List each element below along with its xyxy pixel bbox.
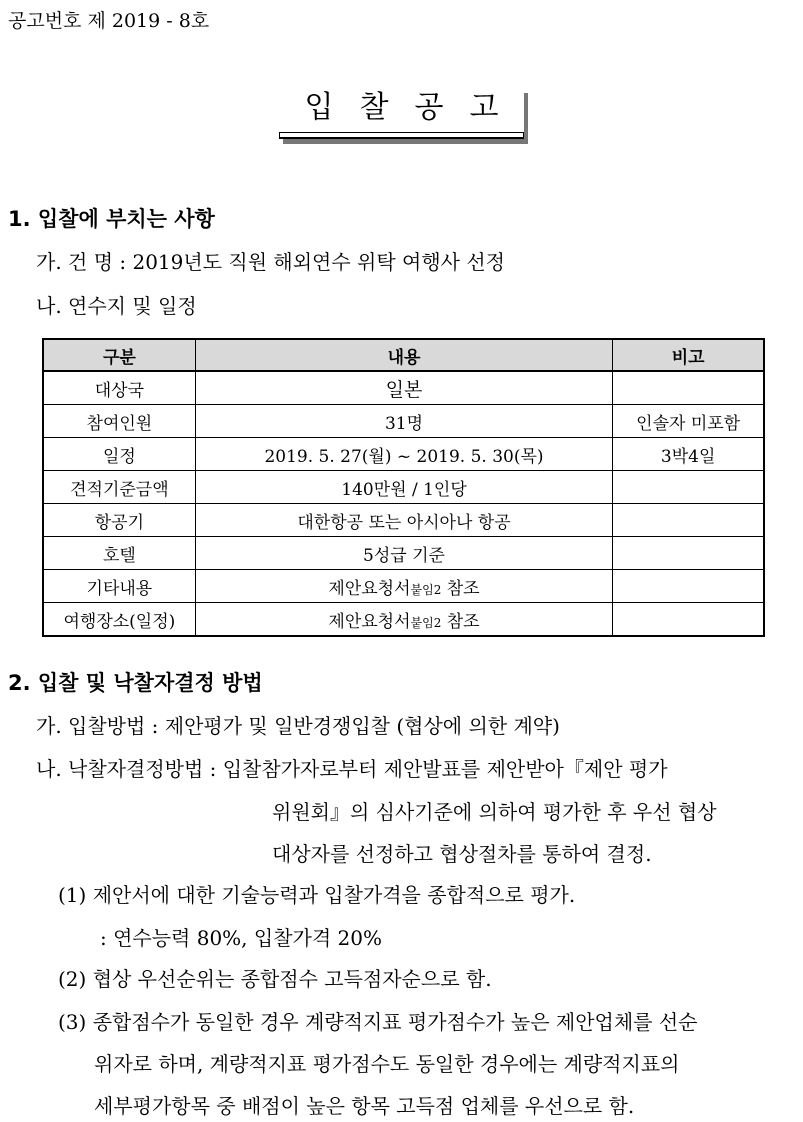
row-note — [613, 371, 764, 405]
row-content: 일본 — [195, 371, 613, 405]
section1-item-na: 나. 연수지 및 일정 — [36, 294, 197, 318]
row-note — [613, 603, 764, 637]
row-content-attachment: 붙임2 — [410, 615, 442, 630]
table-row — [43, 471, 764, 504]
table-header: 내용 — [195, 339, 613, 371]
row-content-attachment: 붙임2 — [410, 582, 442, 597]
section2-item-na-line2: 위원회』의 심사기준에 의하여 평가한 후 우선 협상 — [272, 800, 717, 824]
table-row — [43, 438, 764, 471]
row-content: 대한항공 또는 아시아나 항공 — [195, 504, 613, 537]
row-note: 인솔자 미포함 — [613, 405, 764, 438]
row-label: 여행장소(일정) — [43, 603, 195, 637]
table-row — [43, 371, 764, 405]
row-note — [613, 471, 764, 504]
row-content-tail: 참조 — [441, 578, 480, 599]
title-container — [0, 82, 803, 133]
row-content-main: 제안요청서 — [328, 611, 411, 632]
table-header-row — [43, 339, 764, 371]
section2-item-ga: 가. 입찰방법 : 제안평가 및 일반경쟁입찰 (협상에 의한 계약) — [36, 714, 560, 738]
criteria-3-line3: 세부평가항목 중 배점이 높은 항목 고득점 업체를 우선으로 함. — [94, 1094, 635, 1118]
row-label: 일정 — [43, 438, 195, 471]
table-row — [43, 537, 764, 570]
section2-item-na-line3: 대상자를 선정하고 협상절차를 통하여 결정. — [272, 842, 652, 866]
row-label: 참여인원 — [43, 405, 195, 438]
table-row — [43, 504, 764, 537]
row-content: 31명 — [195, 405, 613, 438]
row-label: 항공기 — [43, 504, 195, 537]
section2-heading: 2. 입찰 및 낙찰자결정 방법 — [8, 671, 263, 695]
criteria-2: (2) 협상 우선순위는 종합점수 고득점자순으로 함. — [58, 967, 492, 991]
row-label: 대상국 — [43, 371, 195, 405]
row-note — [613, 504, 764, 537]
criteria-1: (1) 제안서에 대한 기술능력과 입찰가격을 종합적으로 평가. — [58, 883, 576, 907]
row-content: 2019. 5. 27(월) ~ 2019. 5. 30(목) — [195, 438, 613, 471]
schedule-table — [42, 338, 765, 637]
criteria-1-detail: : 연수능력 80%, 입찰가격 20% — [100, 926, 382, 950]
row-note — [613, 570, 764, 603]
row-content-tail: 참조 — [441, 611, 480, 632]
page-title: 입찰공고 — [279, 82, 525, 133]
table-row — [43, 405, 764, 438]
criteria-3-line2: 위자로 하며, 계량적지표 평가점수도 동일한 경우에는 계량적지표의 — [94, 1052, 680, 1076]
table-row — [43, 570, 764, 603]
section1-heading: 1. 입찰에 부치는 사항 — [8, 207, 215, 231]
row-content: 140만원 / 1인당 — [195, 471, 613, 504]
row-label: 기타내용 — [43, 570, 195, 603]
row-content — [195, 570, 613, 603]
table-header: 구분 — [43, 339, 195, 371]
row-content: 5성급 기준 — [195, 537, 613, 570]
row-note — [613, 537, 764, 570]
row-content — [195, 603, 613, 637]
criteria-3-line1: (3) 종합점수가 동일한 경우 계량적지표 평가점수가 높은 제안업체를 선순 — [58, 1010, 698, 1034]
notice-number: 공고번호 제 2019 - 8호 — [8, 10, 210, 32]
row-note: 3박4일 — [613, 438, 764, 471]
row-content-main: 제안요청서 — [328, 578, 411, 599]
row-label: 호텔 — [43, 537, 195, 570]
section2-item-na: 나. 낙찰자결정방법 : 입찰참가자로부터 제안발표를 제안받아『제안 평가 — [36, 757, 668, 781]
table-row — [43, 603, 764, 637]
section1-item-ga: 가. 건 명 : 2019년도 직원 해외연수 위탁 여행사 선정 — [36, 250, 505, 274]
row-label: 견적기준금액 — [43, 471, 195, 504]
table-header: 비고 — [613, 339, 764, 371]
